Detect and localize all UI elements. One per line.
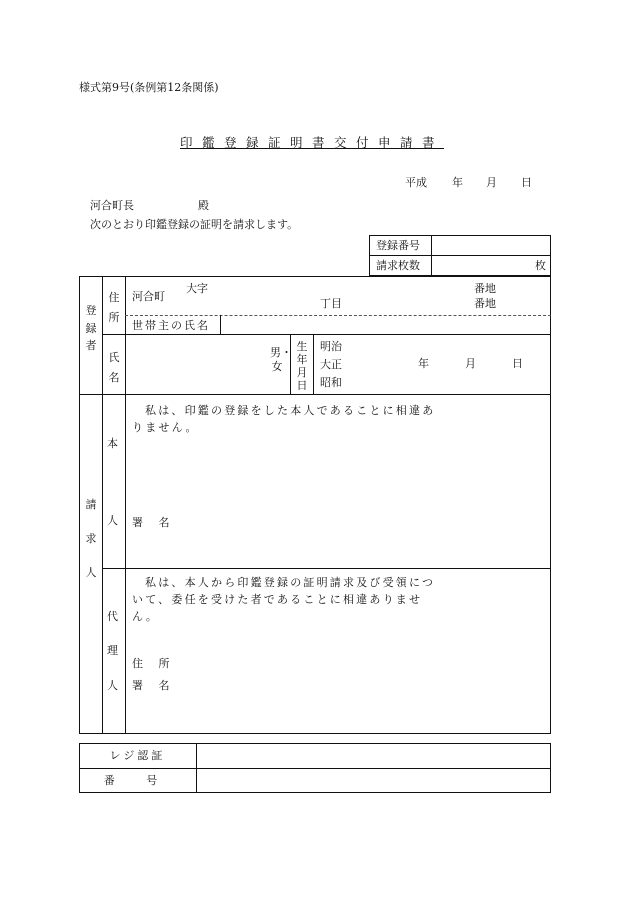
- proxy-signature-label: 署 名: [132, 679, 176, 692]
- era-meiji: 明治: [320, 340, 342, 353]
- name-label: 氏名: [108, 351, 120, 384]
- register-number-label: 番 号: [103, 774, 172, 787]
- honorific: 殿: [198, 199, 209, 212]
- form-number: 様式第9号(条例第12条関係): [79, 81, 219, 94]
- registrant-section-label: 登録者: [85, 304, 97, 353]
- banchi-label-2: 番地: [474, 297, 496, 310]
- era-showa: 昭和: [320, 376, 342, 389]
- count-label: 請求枚数: [376, 259, 420, 272]
- birth-year: 年: [418, 357, 429, 370]
- date-day: 日: [521, 176, 532, 189]
- town-name: 河合町: [132, 290, 165, 303]
- household-head-label: 世帯主の氏名: [132, 319, 210, 332]
- date-era: 平成: [405, 176, 427, 189]
- page-title: 印鑑登録証明書交付申請書: [180, 135, 445, 150]
- proxy-label-2: 理: [107, 644, 118, 657]
- count-field[interactable]: [434, 257, 534, 274]
- sex-label: 男・女: [270, 346, 292, 373]
- banchi-label-1: 番地: [474, 282, 496, 295]
- self-label-2: 人: [107, 514, 118, 527]
- household-head-field[interactable]: [223, 317, 548, 333]
- proxy-label-3: 人: [107, 679, 118, 692]
- chome-label: 丁目: [320, 297, 342, 310]
- reg-number-label: 登録番号: [376, 239, 420, 252]
- register-number-field[interactable]: [199, 770, 548, 792]
- oaza-label: 大字: [186, 282, 208, 295]
- self-label-1: 本: [107, 437, 118, 450]
- proxy-address-label: 住 所: [132, 657, 176, 670]
- date-year: 年: [452, 176, 463, 189]
- proxy-label-1: 代: [107, 610, 118, 623]
- self-signature-label: 署 名: [132, 516, 176, 529]
- self-signature-field[interactable]: [175, 510, 545, 534]
- addressee: 河合町長: [90, 199, 134, 212]
- requester-section-label: 請求人: [85, 498, 97, 579]
- birth-day: 日: [512, 357, 523, 370]
- request-text: 次のとおり印鑑登録の証明を請求します。: [90, 218, 299, 231]
- reg-number-field[interactable]: [434, 237, 548, 254]
- register-auth-field[interactable]: [199, 745, 548, 767]
- era-taisho: 大正: [320, 358, 342, 371]
- proxy-address-field[interactable]: [175, 652, 545, 674]
- name-field[interactable]: [128, 337, 268, 392]
- birth-label: 生年月日: [296, 340, 308, 392]
- register-label: レジ認証: [109, 749, 166, 762]
- proxy-statement: 私は、本人から印鑑登録の証明請求及び受領について、委任を受けた者であることに相違ありません。: [132, 576, 436, 623]
- self-statement: 私は、印鑑の登録をした本人であることに相違ありません。: [132, 404, 436, 434]
- address-label: 住所: [108, 291, 120, 324]
- date-month: 月: [486, 176, 497, 189]
- birth-month: 月: [465, 357, 476, 370]
- proxy-signature-field[interactable]: [175, 675, 545, 697]
- count-unit: 枚: [535, 259, 546, 272]
